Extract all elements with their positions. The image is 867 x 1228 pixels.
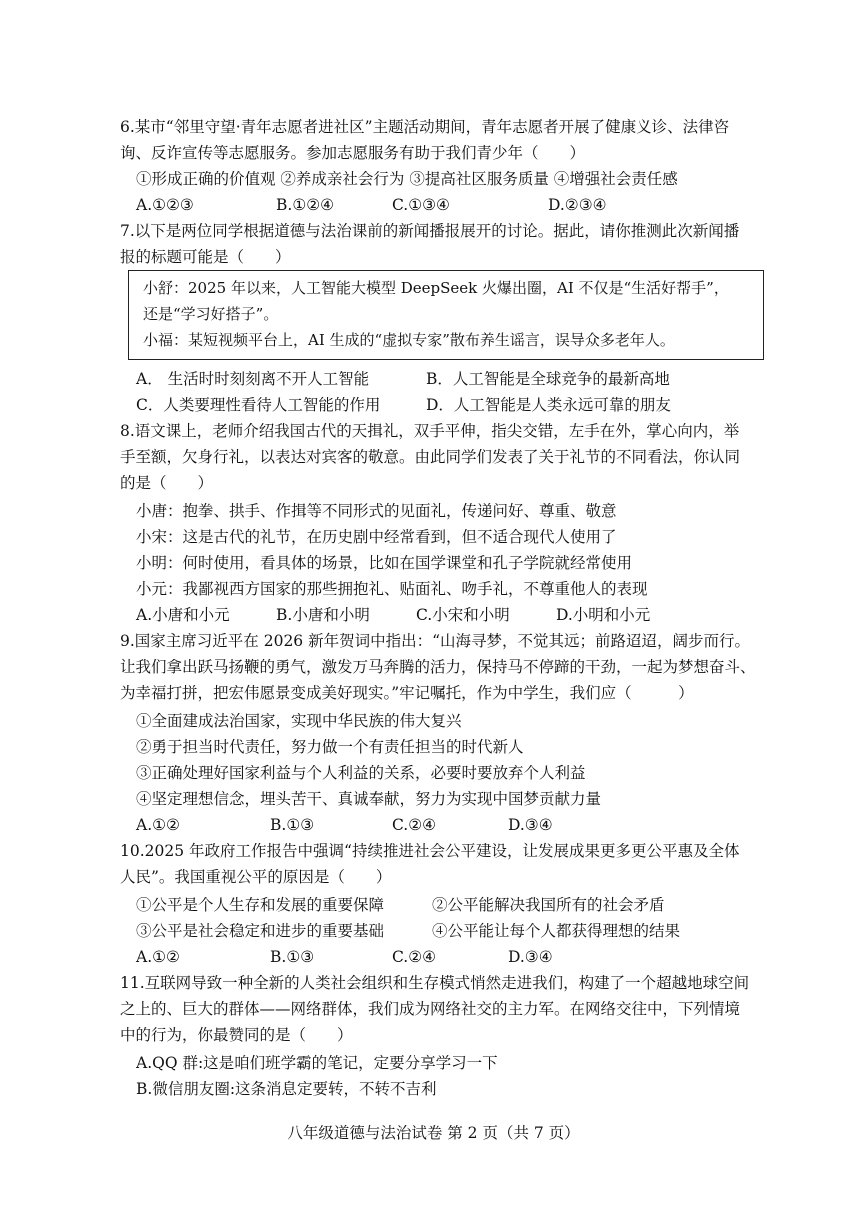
q7-option-c: C．人类要理性看待人工智能的作用	[136, 396, 381, 414]
q8-stem-line-2: 手至额，欠身行礼，以表达对宾客的敬意。由此同学们发表了关于礼节的不同看法，你认同	[120, 448, 741, 466]
q9-item-3: ③正确处理好国家利益与个人利益的关系，必要时要放弃个人利益	[136, 764, 586, 782]
q8-view-4: 小元：我鄙视西方国家的那些拥抱礼、贴面礼、吻手礼，不尊重他人的表现	[136, 580, 648, 598]
q7-quote-line-3: 小福：某短视频平台上，AI 生成的“虚拟专家”散布养生谣言，误导众多老年人。	[143, 331, 675, 349]
q11-stem-line-1: 11.互联网导致一种全新的人类社会组织和生存模式悄然走进我们，构建了一个超越地球空间	[120, 974, 750, 992]
q11-option-b: B.微信朋友圈:这条消息定要转，不转不吉利	[136, 1080, 437, 1098]
q6-option-b: B.①②④	[276, 196, 335, 214]
page-footer: 八年级道德与法治试卷 第 2 页（共 7 页）	[287, 1124, 580, 1142]
q9-item-2: ②勇于担当时代责任，努力做一个有责任担当的时代新人	[136, 738, 524, 756]
q9-option-d: D.③④	[508, 816, 553, 834]
q10-item-2: ②公平能解决我国所有的社会矛盾	[432, 896, 665, 914]
q9-item-4: ④坚定理想信念，埋头苦干、真诚奉献，努力为实现中国梦贡献力量	[136, 790, 602, 808]
q9-stem-line-3: 为幸福打拼，把宏伟愿景变成美好现实。”牢记嘱托，作为中学生，我们应（ ）	[120, 684, 694, 702]
q6-stem-line-1: 6.某市“邻里守望·青年志愿者进社区”主题活动期间，青年志愿者开展了健康义诊、法律咨	[120, 118, 730, 136]
q8-stem-line-1: 8.语文课上，老师介绍我国古代的天揖礼，双手平伸，指尖交错，左手在外，掌心向内，举	[120, 422, 740, 440]
q10-item-3: ③公平是社会稳定和进步的重要基础	[136, 922, 385, 940]
q9-stem-line-2: 让我们拿出跃马扬鞭的勇气，激发万马奔腾的活力，保持马不停蹄的干劲，一起为梦想奋斗、	[120, 658, 756, 676]
q8-stem-line-3: 的是（ ）	[120, 474, 214, 492]
q11-stem-line-2: 之上的、巨大的群体——网络群体，我们成为网络社交的主力军。在网络交往中，下列情境	[120, 1000, 741, 1018]
q8-option-c: C.小宋和小明	[416, 606, 510, 624]
q10-stem-line-1: 10.2025 年政府工作报告中强调“持续推进社会公平建设，让发展成果更多更公平惠及全体	[120, 842, 740, 860]
q8-option-b: B.小唐和小明	[276, 606, 370, 624]
q8-view-3: 小明：何时使用，看具体的场景，比如在国学课堂和孔子学院就经常使用	[136, 554, 633, 572]
q10-item-4: ④公平能让每个人都获得理想的结果	[432, 922, 681, 940]
q9-option-a: A.①②	[136, 816, 180, 834]
q11-stem-line-3: 中的行为，你最赞同的是（ ）	[120, 1026, 353, 1044]
q10-option-b: B.①③	[270, 948, 315, 966]
q7-quote-box	[128, 270, 764, 360]
q10-option-a: A.①②	[136, 948, 180, 966]
q8-view-2: 小宋：这是古代的礼节，在历史剧中经常看到，但不适合现代人使用了	[136, 528, 617, 546]
q10-stem-line-2: 人民”。我国重视公平的原因是（ ）	[120, 868, 392, 886]
q8-view-1: 小唐：抱拳、拱手、作揖等不同形式的见面礼，传递问好、尊重、敬意	[136, 502, 617, 520]
q9-option-b: B.①③	[270, 816, 315, 834]
q8-option-a: A.小唐和小元	[136, 606, 230, 624]
q8-option-d: D.小明和小元	[556, 606, 651, 624]
q10-option-d: D.③④	[508, 948, 553, 966]
q7-option-d: D．人工智能是人类永远可靠的朋友	[426, 396, 671, 414]
q6-option-c: C.①③④	[392, 196, 450, 214]
q6-items: ①形成正确的价值观 ②养成亲社会行为 ③提高社区服务质量 ④增强社会责任感	[136, 170, 678, 188]
q9-option-c: C.②④	[392, 816, 437, 834]
q10-item-1: ①公平是个人生存和发展的重要保障	[136, 896, 385, 914]
q11-option-a: A.QQ 群:这是咱们班学霸的笔记，定要分享学习一下	[136, 1054, 498, 1072]
q6-option-a: A.①②③	[136, 196, 194, 214]
q6-stem-line-2: 询、反诈宣传等志愿服务。参加志愿服务有助于我们青少年（ ）	[120, 144, 586, 162]
q7-option-b: B．人工智能是全球竞争的最新高地	[426, 370, 670, 388]
q7-stem-line-2: 报的标题可能是（ ）	[120, 248, 291, 266]
q7-quote-line-1: 小舒：2025 年以来，人工智能大模型 DeepSeek 火爆出圈，AI 不仅是“生活好帮手”，	[143, 279, 729, 297]
q6-option-d: D.②③④	[548, 196, 607, 214]
q7-option-a: A． 生活时时刻刻离不开人工智能	[136, 370, 370, 388]
q9-item-1: ①全面建成法治国家，实现中华民族的伟大复兴	[136, 712, 462, 730]
q7-quote-line-2: 还是“学习好搭子”。	[143, 305, 279, 323]
q9-stem-line-1: 9.国家主席习近平在 2026 新年贺词中指出：“山海寻梦，不觉其远；前路迢迢，阔步而行。	[120, 632, 751, 650]
q10-option-c: C.②④	[392, 948, 437, 966]
q7-stem-line-1: 7.以下是两位同学根据道德与法治课前的新闻播报展开的讨论。据此，请你推测此次新闻播	[120, 222, 740, 240]
